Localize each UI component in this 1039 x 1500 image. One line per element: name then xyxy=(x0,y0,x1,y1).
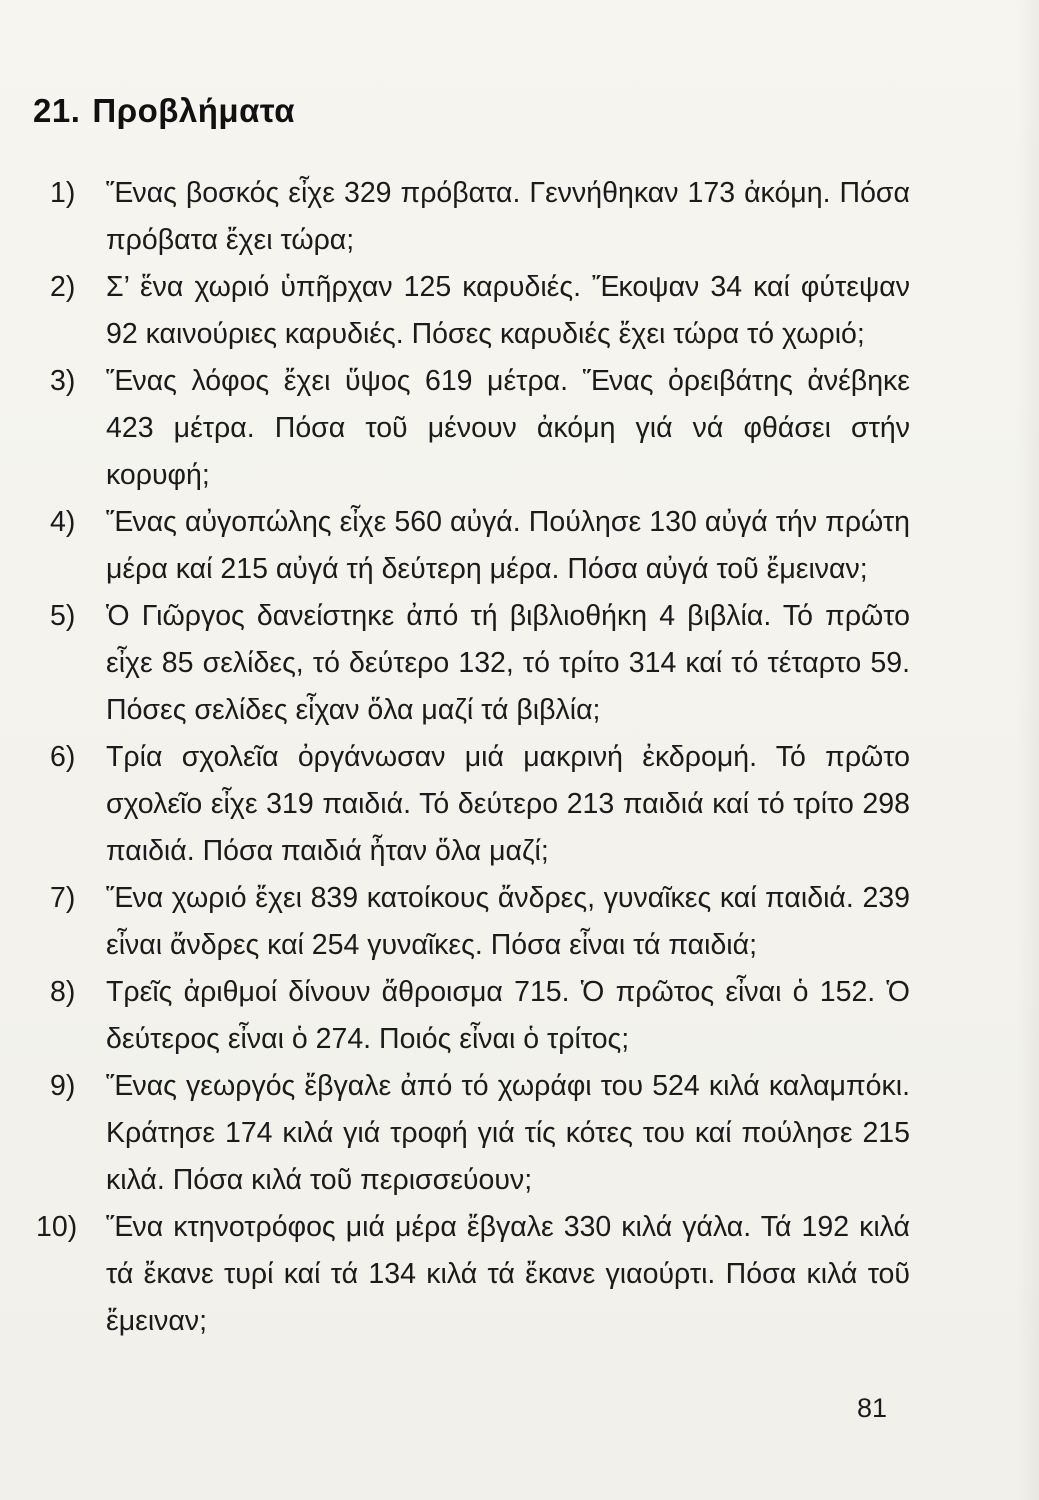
problem-text: Ἕνα χωριό ἔχει 839 κατοίκους ἄνδρες, γυναῖκες καί παιδιά. 239 εἶναι ἄνδρες καί 254 γυναῖκες. Πόσα εἶναι τά παιδιά; xyxy=(106,882,910,961)
problem-item xyxy=(50,875,910,969)
problem-text: Σ’ ἕνα χωριό ὑπῆρχαν 125 καρυδιές. Ἔκοψαν 34 καί φύτεψαν 92 καινούριες καρυδιές. Πόσες καρυδιές ἔχει τώρα τό χωριό; xyxy=(106,271,910,350)
problem-item xyxy=(50,358,910,499)
problem-number: 3) xyxy=(50,365,76,397)
problem-text: Ἕνας βοσκός εἶχε 329 πρόβατα. Γεννήθηκαν 173 ἀκόμη. Πόσα πρόβατα ἔχει τώρα; xyxy=(106,177,910,256)
problem-text: Ἕνας γεωργός ἔβγαλε ἀπό τό χωράφι του 524 κιλά καλαμπόκι. Κράτησε 174 κιλά γιά τροφή γιά τίς κότες του καί πούλησε 215 κιλά. Πόσα κιλά τοῦ περισσεύουν; xyxy=(106,1070,910,1196)
problem-number: 2) xyxy=(50,271,76,303)
problem-text: Τρία σχολεῖα ὀργάνωσαν μιά μακρινή ἐκδρομή. Τό πρῶτο σχολεῖο εἶχε 319 παιδιά. Τό δεύτερο 213 παιδιά καί τό τρίτο 298 παιδιά. Πόσα παιδιά ἦταν ὅλα μαζί; xyxy=(106,741,910,867)
problem-number: 1) xyxy=(50,177,76,209)
page-number: 81 xyxy=(857,1393,888,1423)
problem-list xyxy=(36,170,910,1345)
problem-number: 6) xyxy=(50,741,76,773)
problem-number: 7) xyxy=(50,882,76,914)
problem-text: Ὁ Γιῶργος δανείστηκε ἀπό τή βιβλιοθήκη 4 βιβλία. Τό πρῶτο εἶχε 85 σελίδες, τό δεύτερο 132, τό τρίτο 314 καί τό τέταρτο 59. Πόσες σελίδες εἶχαν ὅλα μαζί τά βιβλία; xyxy=(106,600,910,726)
problem-text: Ἕνας λόφος ἔχει ὕψος 619 μέτρα. Ἕνας ὀρειβάτης ἀνέβηκε 423 μέτρα. Πόσα τοῦ μένουν ἀκόμη γιά νά φθάσει στήν κορυφή; xyxy=(106,365,910,491)
problem-text: Τρεῖς ἀριθμοί δίνουν ἄθροισμα 715. Ὁ πρῶτος εἶναι ὁ 152. Ὁ δεύτερος εἶναι ὁ 274. Ποιός εἶναι ὁ τρίτος; xyxy=(106,976,910,1055)
problem-number: 8) xyxy=(50,976,76,1008)
page-edge-shadow xyxy=(1017,0,1039,1500)
problem-text: Ἕνα κτηνοτρόφος μιά μέρα ἔβγαλε 330 κιλά γάλα. Τά 192 κιλά τά ἔκανε τυρί καί τά 134 κιλά τά ἔκανε γιαούρτι. Πόσα κιλά τοῦ ἔμειναν; xyxy=(106,1211,910,1337)
problem-item xyxy=(50,593,910,734)
problem-item xyxy=(50,499,910,593)
problem-text: Ἕνας αὐγοπώλης εἶχε 560 αὐγά. Πούλησε 130 αὐγά τήν πρώτη μέρα καί 215 αὐγά τή δεύτερη μέρα. Πόσα αὐγά τοῦ ἔμειναν; xyxy=(106,506,910,585)
problem-item xyxy=(50,734,910,875)
problem-number: 5) xyxy=(50,600,76,632)
problem-number: 4) xyxy=(50,506,76,538)
problem-item xyxy=(50,170,910,264)
section-number: 21. xyxy=(33,92,81,129)
problem-item xyxy=(50,969,910,1063)
problem-item xyxy=(50,264,910,358)
problem-item xyxy=(36,1204,910,1345)
problem-item xyxy=(50,1063,910,1204)
section-title: Προβλήματα xyxy=(92,92,296,129)
problem-number: 9) xyxy=(50,1070,76,1102)
problem-number: 10) xyxy=(36,1211,78,1243)
section-heading xyxy=(33,92,295,130)
